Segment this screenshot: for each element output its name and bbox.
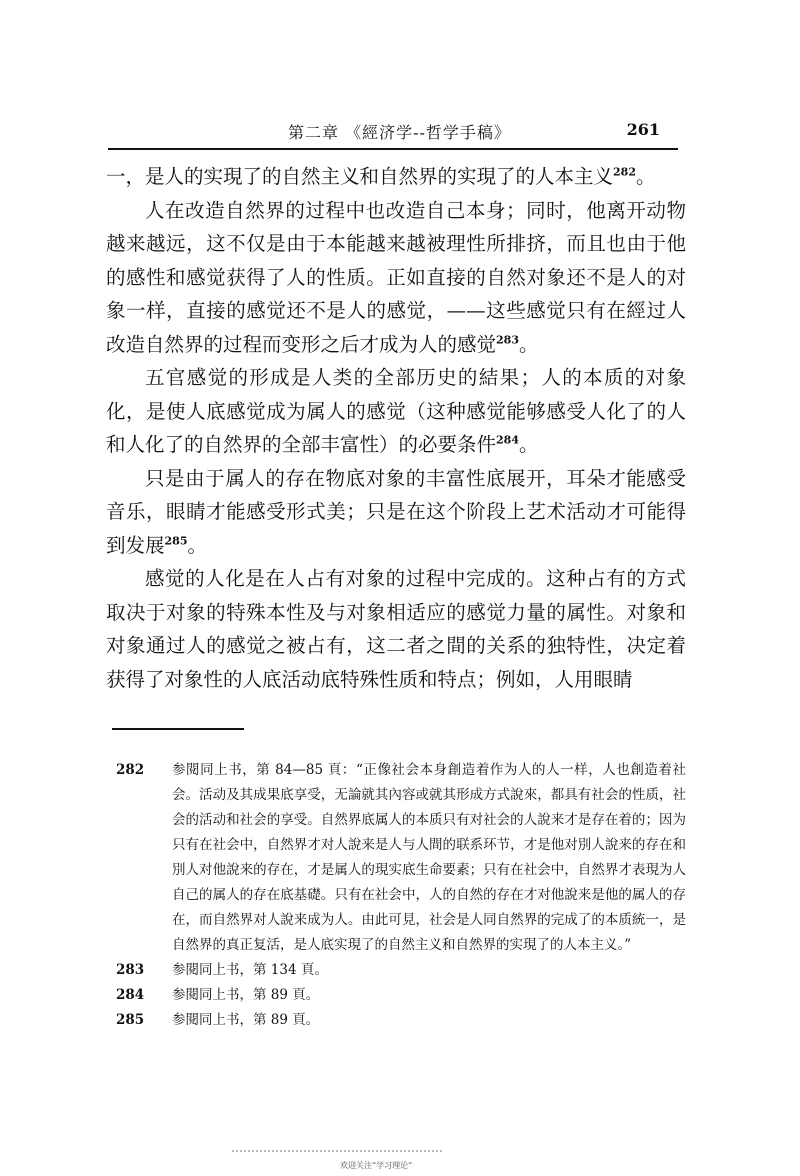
main-text	[106, 160, 686, 696]
footnote-ref[interactable]: 282	[613, 165, 636, 179]
paragraph: 只是由于属人的存在物底对象的丰富性底展开，耳朵才能感受音乐，眼睛才能感受形式美；只是在这个阶段上艺术活动才可能得到发展$^{285}$。	[106, 466, 686, 557]
watermark-text: 欢迎关注“学习理论”	[340, 1161, 413, 1170]
footnote-number: 285	[116, 1012, 145, 1028]
footnote-divider	[112, 728, 244, 730]
paragraph: 五官感觉的形成是人类的全部历史的結果；人的本质的对象化，是使人底感觉成为属人的感觉（这种感觉能够感受人化了的人和人化了的自然界的全部丰富性）的必要条件$^{284}$。	[106, 366, 686, 456]
footnote-text: 参閱同上书，第 89 頁。	[172, 987, 320, 1003]
footnote-ref[interactable]: 285	[164, 534, 188, 547]
paragraph: 一，是人的实現了的自然主义和自然界的实現了的人本主义$^{282}$。	[106, 165, 656, 188]
footnote	[116, 758, 686, 958]
footnote-ref[interactable]: 283	[496, 333, 519, 346]
footnote-text: 参閱同上书，第 89 頁。	[172, 1012, 320, 1028]
footnotes	[116, 758, 686, 1033]
footnote-text: 参閱同上书，第 84—85 頁：“正像社会本身創造着作为人的人一样，人也創造着社会。活动及其成果底享受，无論就其內容或就其形成方式說來，都具有社会的性质，社会的活动和社会的享受。自然界底属人的本质只有对社会的人說来才是存在着的；因为只有在社会中，自然界才对人說来是人与人間的联系环节，才是他对別人說来的存在和別人对他說来的存在，才是属人的現实底生命要素；只有在社会中，自然界才表現为人自己的属人的存在底基礎。只有在社会中，人的自然的存在才对他說来是他的属人的存在，而自然界对人說来成为人。由此可見，社会是人同自然界的完成了的本质統一，是自然界的真正复活，是人底实現了的自然主义和自然界的实現了的人本主义。”	[172, 762, 686, 953]
running-header	[108, 116, 678, 150]
footnote-ref[interactable]: 284	[496, 433, 519, 447]
scan-artifact	[232, 1150, 442, 1154]
footnote-number: 282	[116, 762, 145, 778]
footnote-number: 283	[116, 962, 145, 978]
paragraph: 人在改造自然界的过程中也改造自己本身；同时，他离开动物越来越远，这不仅是由于本能越来越被理性所排挤，而且也由于他的感性和感觉获得了人的性质。正如直接的自然对象还不是人的对象一样，直接的感觉还不是人的感觉，——这些感觉只有在經过人改造自然界的过程而变形之后才成为人的感觉$^{283}$。	[106, 198, 686, 356]
page-number: 261	[626, 120, 660, 139]
footnote-text: 参閱同上书，第 134 頁。	[172, 962, 328, 978]
footnote	[116, 958, 686, 983]
chapter-title: 第二章 《經济学--哲学手稿》	[288, 123, 511, 142]
paragraph: 感觉的人化是在人占有对象的过程中完成的。这种占有的方式取决于对象的特殊本性及与对象相适应的感觉力量的属性。对象和对象通过人的感觉之被占有，这二者之間的关系的独特性，决定着获得了对象性的人底活动底特殊性质和特点；例如，人用眼睛	[106, 567, 686, 691]
footnote	[116, 1008, 686, 1033]
footnote-number: 284	[116, 987, 145, 1003]
footnote	[116, 983, 686, 1008]
